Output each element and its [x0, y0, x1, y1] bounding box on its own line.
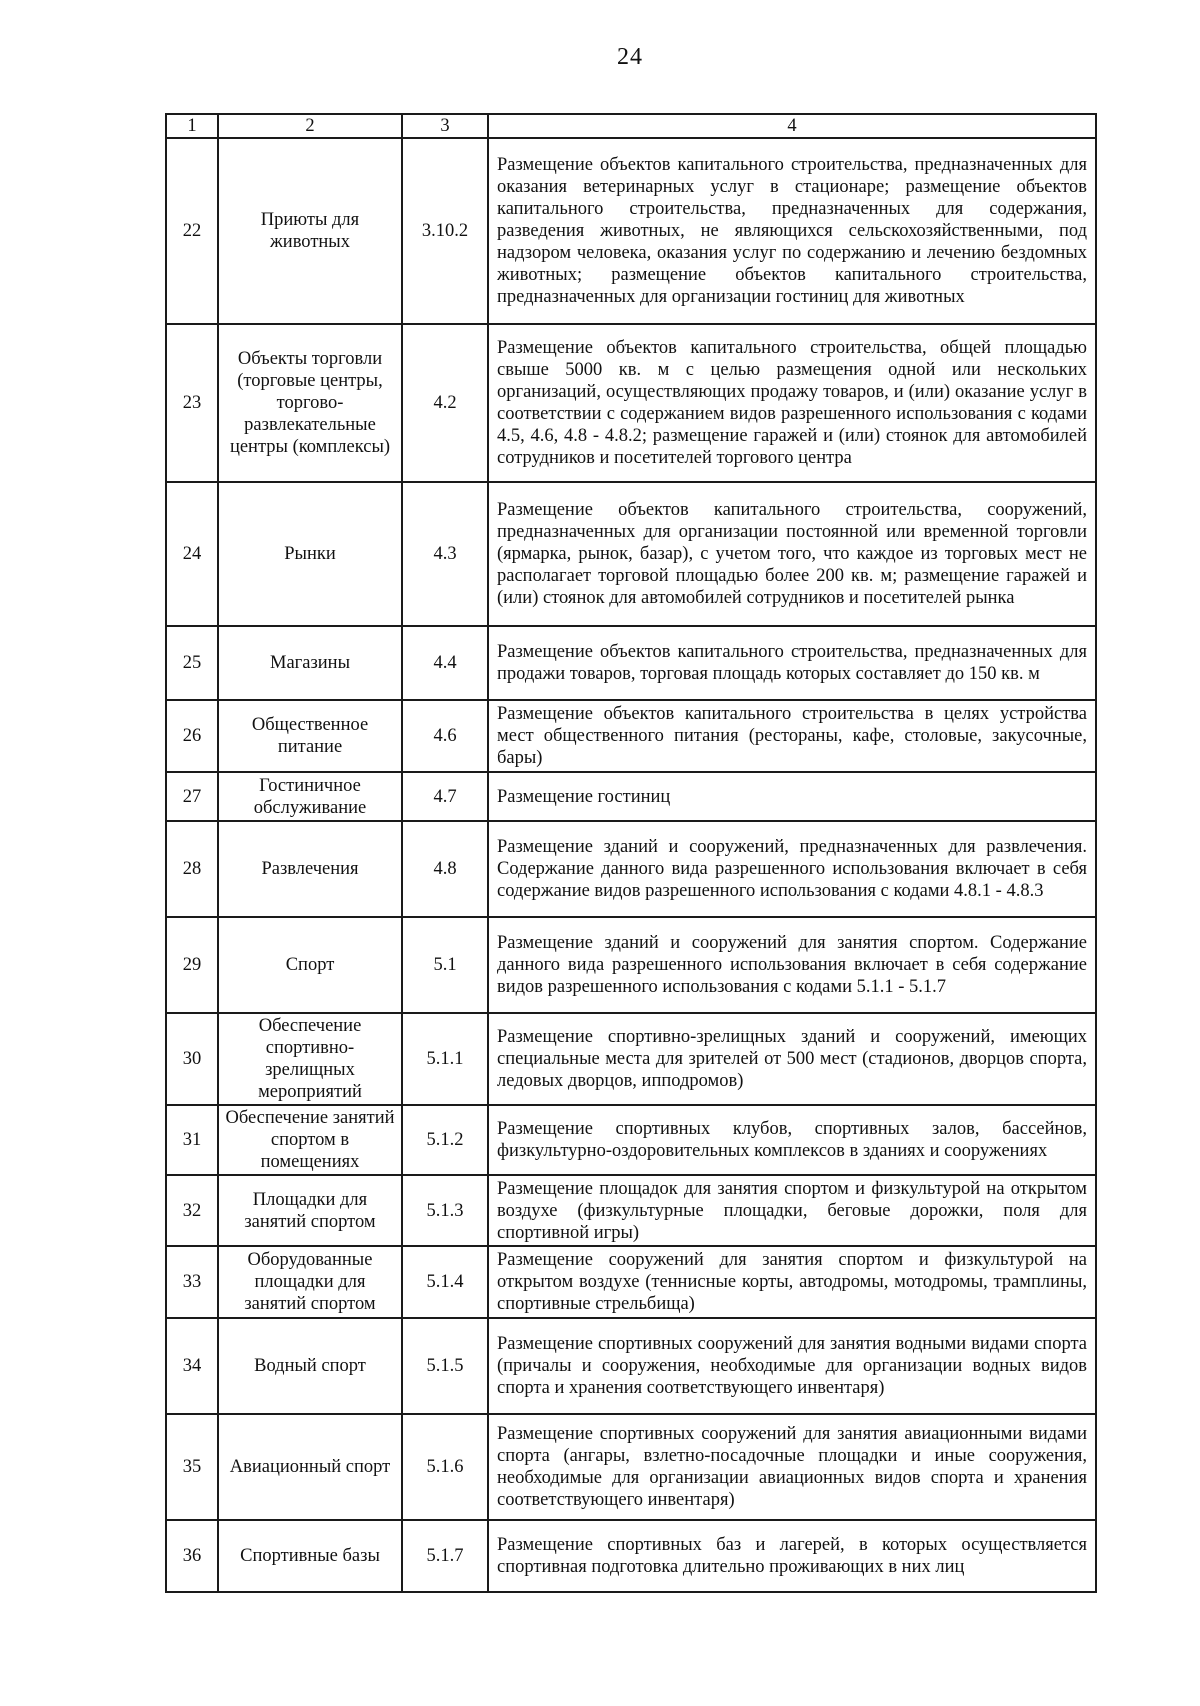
- table-header-row: [166, 114, 1096, 138]
- header-col-3: 3: [402, 114, 488, 138]
- row-number: 23: [166, 324, 218, 482]
- row-number: 22: [166, 138, 218, 324]
- row-number: 29: [166, 917, 218, 1013]
- header-col-2: 2: [218, 114, 402, 138]
- header-col-4: 4: [488, 114, 1096, 138]
- row-description: Размещение гостиниц: [488, 772, 1096, 821]
- row-number: 34: [166, 1318, 218, 1414]
- row-name: Гостиничное обслуживание: [218, 772, 402, 821]
- table-row: [166, 324, 1096, 482]
- row-description: Размещение объектов капитального строительства, сооружений, предназначенных для организации постоянной или временной торговли (ярмарка, рынок, базар), с учетом того, что каждое из торговых мест не располагает торговой площадью более 200 кв. м; размещение гаражей и (или) стоянок для автомобилей сотрудников и посетителей рынка: [488, 482, 1096, 626]
- row-name: Объекты торговли (торговые центры, торгово-развлекательные центры (комплексы): [218, 324, 402, 482]
- table-row: [166, 700, 1096, 772]
- table-row: [166, 1246, 1096, 1318]
- row-name: Приюты для животных: [218, 138, 402, 324]
- table-row: [166, 1105, 1096, 1175]
- row-name: Развлечения: [218, 821, 402, 917]
- row-code: 5.1: [402, 917, 488, 1013]
- row-name: Оборудованные площадки для занятий спортом: [218, 1246, 402, 1318]
- row-number: 27: [166, 772, 218, 821]
- row-name: Спортивные базы: [218, 1520, 402, 1592]
- row-code: 4.7: [402, 772, 488, 821]
- row-description: Размещение объектов капитального строительства, предназначенных для оказания ветеринарных услуг в стационаре; размещение объектов капитального строительства, предназначенных для содержания, разведения животных, не являющихся сельскохозяйственными, под надзором человека, оказания услуг по содержанию и лечению бездомных животных; размещение объектов капитального строительства, предназначенных для организации гостиниц для животных: [488, 138, 1096, 324]
- row-name: Обеспечение занятий спортом в помещениях: [218, 1105, 402, 1175]
- header-col-1: 1: [166, 114, 218, 138]
- row-code: 5.1.1: [402, 1013, 488, 1105]
- row-description: Размещение зданий и сооружений для занятия спортом. Содержание данного вида разрешенного использования включает в себя содержание видов разрешенного использования с кодами 5.1.1 - 5.1.7: [488, 917, 1096, 1013]
- row-name: Общественное питание: [218, 700, 402, 772]
- table-row: [166, 138, 1096, 324]
- row-description: Размещение объектов капитального строительства в целях устройства мест общественного питания (рестораны, кафе, столовые, закусочные, бары): [488, 700, 1096, 772]
- row-number: 32: [166, 1175, 218, 1246]
- row-number: 24: [166, 482, 218, 626]
- page-number: 24: [617, 44, 643, 70]
- row-code: 3.10.2: [402, 138, 488, 324]
- row-name: Водный спорт: [218, 1318, 402, 1414]
- row-description: Размещение сооружений для занятия спортом и физкультурой на открытом воздухе (теннисные корты, автодромы, мотодромы, трамплины, спортивные стрельбища): [488, 1246, 1096, 1318]
- row-description: Размещение объектов капитального строительства, предназначенных для продажи товаров, торговая площадь которых составляет до 150 кв. м: [488, 626, 1096, 700]
- row-description: Размещение спортивно-зрелищных зданий и сооружений, имеющих специальные места для зрителей от 500 мест (стадионов, дворцов спорта, ледовых дворцов, ипподромов): [488, 1013, 1096, 1105]
- table-row: [166, 1175, 1096, 1246]
- row-code: 5.1.7: [402, 1520, 488, 1592]
- row-name: Магазины: [218, 626, 402, 700]
- table-row: [166, 1013, 1096, 1105]
- land-use-table: [165, 113, 1097, 1593]
- row-code: 5.1.6: [402, 1414, 488, 1520]
- row-code: 4.8: [402, 821, 488, 917]
- row-code: 5.1.5: [402, 1318, 488, 1414]
- row-code: 4.2: [402, 324, 488, 482]
- table-row: [166, 626, 1096, 700]
- row-code: 4.4: [402, 626, 488, 700]
- row-code: 4.3: [402, 482, 488, 626]
- row-description: Размещение спортивных клубов, спортивных залов, бассейнов, физкультурно-оздоровительных комплексов в зданиях и сооружениях: [488, 1105, 1096, 1175]
- row-name: Рынки: [218, 482, 402, 626]
- row-code: 4.6: [402, 700, 488, 772]
- row-code: 5.1.2: [402, 1105, 488, 1175]
- row-number: 33: [166, 1246, 218, 1318]
- table-row: [166, 1414, 1096, 1520]
- table-row: [166, 1318, 1096, 1414]
- row-description: Размещение спортивных сооружений для занятия водными видами спорта (причалы и сооружения, необходимые для организации водных видов спорта и хранения соответствующего инвентаря): [488, 1318, 1096, 1414]
- table-row: [166, 821, 1096, 917]
- row-number: 31: [166, 1105, 218, 1175]
- row-description: Размещение зданий и сооружений, предназначенных для развлечения. Содержание данного вида разрешенного использования включает в себя содержание видов разрешенного использования с кодами 4.8.1 - 4.8.3: [488, 821, 1096, 917]
- row-description: Размещение спортивных баз и лагерей, в которых осуществляется спортивная подготовка длительно проживающих в них лиц: [488, 1520, 1096, 1592]
- row-name: Спорт: [218, 917, 402, 1013]
- row-number: 30: [166, 1013, 218, 1105]
- row-number: 28: [166, 821, 218, 917]
- row-code: 5.1.3: [402, 1175, 488, 1246]
- row-description: Размещение площадок для занятия спортом и физкультурой на открытом воздухе (физкультурные площадки, беговые дорожки, поля для спортивной игры): [488, 1175, 1096, 1246]
- row-number: 26: [166, 700, 218, 772]
- row-description: Размещение объектов капитального строительства, общей площадью свыше 5000 кв. м с целью размещения одной или нескольких организаций, осуществляющих продажу товаров, и (или) оказание услуг в соответствии с содержанием видов разрешенного использования с кодами 4.5, 4.6, 4.8 - 4.8.2; размещение гаражей и (или) стоянок для автомобилей сотрудников и посетителей торгового центра: [488, 324, 1096, 482]
- table-row: [166, 917, 1096, 1013]
- row-name: Обеспечение спортивно-зрелищных мероприятий: [218, 1013, 402, 1105]
- row-code: 5.1.4: [402, 1246, 488, 1318]
- row-name: Авиационный спорт: [218, 1414, 402, 1520]
- table-row: [166, 772, 1096, 821]
- row-number: 35: [166, 1414, 218, 1520]
- row-description: Размещение спортивных сооружений для занятия авиационными видами спорта (ангары, взлетно-посадочные площадки и иные сооружения, необходимые для организации авиационных видов спорта и хранения соответствующего инвентаря): [488, 1414, 1096, 1520]
- row-name: Площадки для занятий спортом: [218, 1175, 402, 1246]
- table-row: [166, 482, 1096, 626]
- table-row: [166, 1520, 1096, 1592]
- row-number: 25: [166, 626, 218, 700]
- row-number: 36: [166, 1520, 218, 1592]
